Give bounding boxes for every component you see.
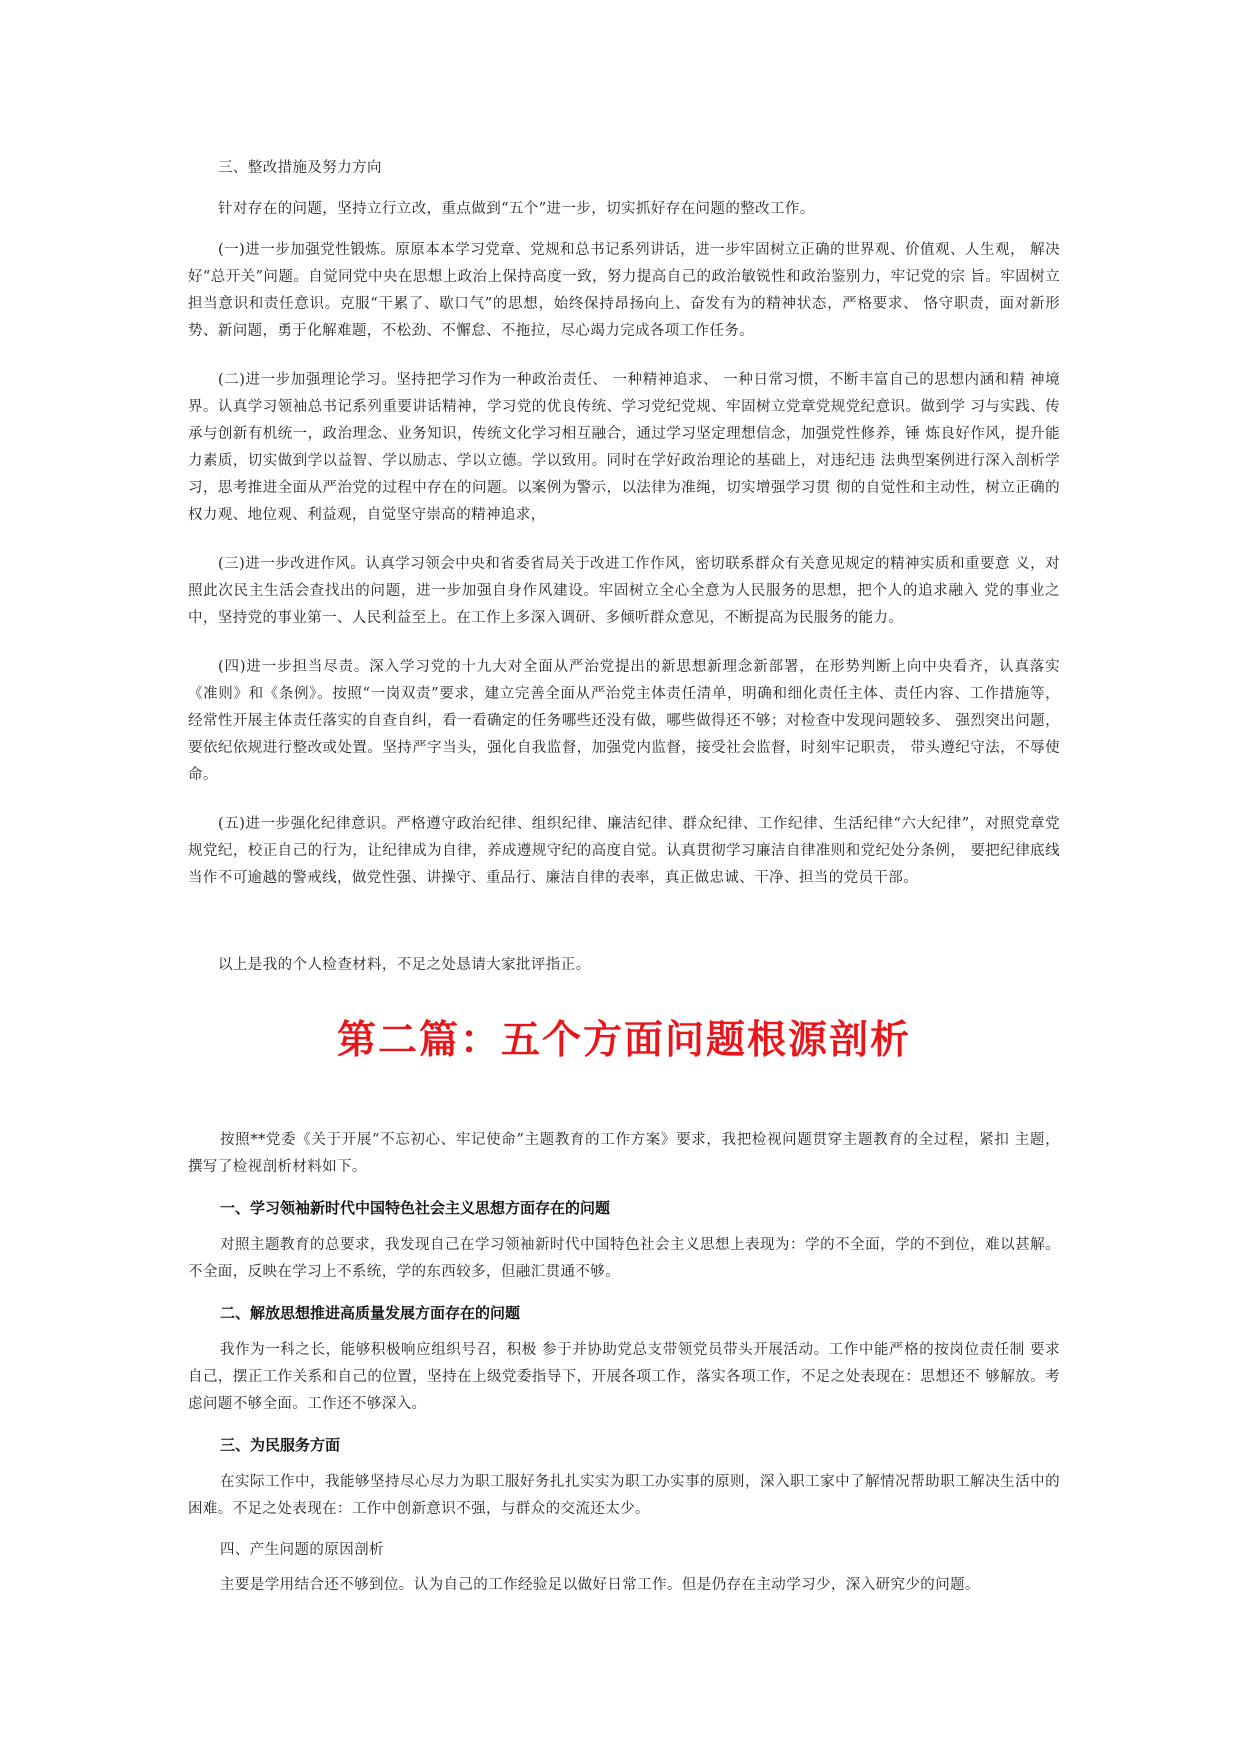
measure-paragraph-2: (二)进一步加强理论学习。坚持把学习作为一种政治责任、 一种精神追求、 一种日常习惯，不断丰富自己的思想内涵和精 神境界。认真学习领袖总书记系列重要讲话精神，学习党的优良传统、学习党纪党规、牢固树立党章党规党纪意识。做到学 习与实践、传承与创新有机统一，政治理念、业务知识，传统文化学习相互融合，通过学习坚定理想信念，加强党性修养，锤 炼良好作风，提升能力素质，切实做到学以益智、学以励志、学以立德。学以致用。同时在学好政治理论的基础上，对违纪违 法典型案例进行深入剖析学习，思考推进全面从严治党的过程中存在的问题。以案例为警示，以法律为准绳，切实增强学习贯 彻的自觉性和主动性，树立正确的权力观、地位观、利益观，自觉坚守崇高的精神追求， [188,372,1060,523]
part-two-body [188,1127,1060,1599]
study-paragraph: 对照主题教育的总要求，我发现自己在学习领袖新时代中国特色社会主义思想上表现为：学的不全面，学的不到位，难以甚解。不全面，反映在学习上不系统，学的东西较多，但融汇贯通不够。 [188,1237,1060,1280]
document-body [188,155,1060,1599]
part-two-intro: 按照**党委《关于开展“不忘初心、牢记使命”主题教育的工作方案》要求，我把检视问题贯穿主题教育的全过程，紧扣 主题，撰写了检视剖析材料如下。 [188,1132,1060,1175]
sub-heading-cause: 四、产生问题的原因剖析 [220,1542,384,1558]
section-heading-rectification: 三、整改措施及努力方向 [218,160,382,176]
measure-paragraph-3: (三)进一步改进作风。认真学习领会中央和省委省局关于改进工作作风，密切联系群众有关意见规定的精神实质和重要意 义，对照此次民主生活会查找出的问题，进一步加强自身作风建设。牢固树立全心全意为人民服务的思想，把个人的追求融入 党的事业之中，坚持党的事业第一、人民利益至上。在工作上多深入调研、多倾听群众意见，不断提高为民服务的能力。 [188,556,1060,626]
sub-heading-service: 三、为民服务方面 [220,1436,341,1454]
measure-paragraph-4: (四)进一步担当尽责。深入学习党的十九大对全面从严治党提出的新思想新理念新部署，在形势判断上向中央看齐，认真落实《准则》和《条例》。按照“一岗双责”要求，建立完善全面从严治党主体责任清单，明确和细化责任主体、责任内容、工作措施等，经常性开展主体责任落实的自查自纠，看一看确定的任务哪些还没有做，哪些做得还不够；对检查中发现问题较多、 强烈突出问题，要依纪依规进行整改或处置。坚持严字当头，强化自我监督，加强党内监督，接受社会监督，时刻牢记职责， 带头遵纪守法，不辱使命。 [188,659,1060,783]
development-paragraph: 我作为一科之长，能够积极响应组织号召，积极 参于并协助党总支带领党员带头开展活动。工作中能严格的按岗位责任制 要求自己，摆正工作关系和自己的位置，坚持在上级党委指导下，开展各项工作，落实各项工作，不足之处表现在：思想还不 够解放。考虑问题不够全面。工作还不够深入。 [188,1342,1060,1412]
part-two-title: 第二篇：五个方面问题根源剖析 [336,1017,911,1063]
measure-paragraph-1: (一)进一步加强党性锻炼。原原本本学习党章、党规和总书记系列讲话，进一步牢固树立正确的世界观、价值观、人生观， 解决好“总开关”问题。自觉同党中央在思想上政治上保持高度一致，努力提高自己的政治敏锐性和政治鉴别力，牢记党的宗 旨。牢固树立担当意识和责任意识。克服“干累了、歇口气”的思想，始终保持昂扬向上、奋发有为的精神状态，严格要求、 恪守职责，面对新形势、新问题，勇于化解难题，不松劲、不懈怠、不拖拉，尽心竭力完成各项工作任务。 [188,242,1060,339]
cause-paragraph: 主要是学用结合还不够到位。认为自己的工作经验足以做好日常工作。但是仍存在主动学习少，深入研究少的问题。 [220,1577,980,1593]
sub-heading-development: 二、解放思想推进高质量发展方面存在的问题 [220,1304,521,1322]
closing-paragraph: 以上是我的个人检查材料，不足之处恳请大家批评指正。 [218,957,591,973]
intro-paragraph: 针对存在的问题，坚持立行立改，重点做到“五个”进一步，切实抓好存在问题的整改工作。 [218,201,815,217]
sub-heading-study: 一、学习领袖新时代中国特色社会主义思想方面存在的问题 [220,1199,611,1217]
measure-paragraph-5: (五)进一步强化纪律意识。严格遵守政治纪律、组织纪律、廉洁纪律、群众纪律、工作纪律、生活纪律“六大纪律”，对照党章党规党纪，校正自己的行为，让纪律成为自律，养成遵规守纪的高度自觉。认真贯彻学习廉洁自律准则和党纪处分条例， 要把纪律底线当作不可逾越的警戒线，做党性强、讲操守、重品行、廉洁自律的表率，真正做忠诚、干净、担当的党员干部。 [188,816,1060,886]
service-paragraph: 在实际工作中，我能够坚持尽心尽力为职工服好务扎扎实实为职工办实事的原则，深入职工家中了解情况帮助职工解决生活中的困难。不足之处表现在：工作中创新意识不强，与群众的交流还太少。 [188,1474,1060,1517]
